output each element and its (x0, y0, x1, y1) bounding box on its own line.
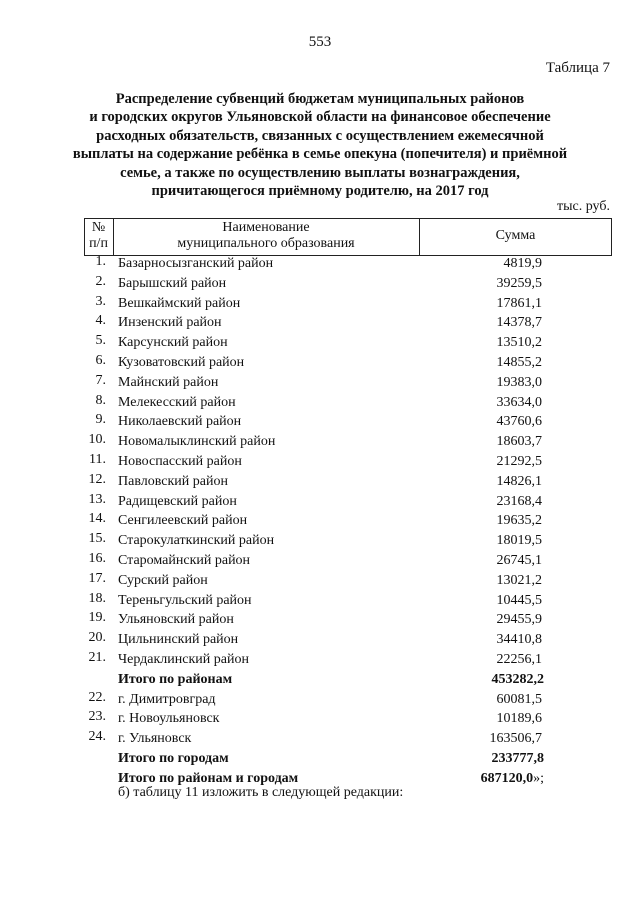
row-sum: 34410,8 (496, 632, 542, 648)
page-number: 553 (308, 34, 332, 50)
total-all-value: 687120,0 (480, 770, 534, 786)
row-sum: 39259,5 (496, 275, 542, 291)
row-sum: 43760,6 (496, 414, 542, 430)
row-sum: 22256,1 (496, 651, 542, 667)
row-num: 7. (95, 372, 106, 388)
row-name: Чердаклинский район (118, 651, 249, 667)
row-sum: 33634,0 (496, 394, 542, 410)
row-sum: 18603,7 (496, 434, 542, 450)
table-row (84, 590, 612, 613)
header-top-border (84, 218, 612, 219)
table-row (84, 550, 612, 573)
table-row (84, 335, 612, 355)
table-row (84, 414, 612, 434)
table-row (84, 513, 612, 533)
total-districts-row (84, 672, 612, 692)
table-row (84, 434, 612, 454)
row-sum: 4819,9 (503, 256, 542, 271)
table-label: Таблица 7 (545, 60, 610, 76)
row-sum: 17861,1 (496, 295, 542, 311)
row-num: 18. (88, 590, 106, 606)
table-row (84, 689, 612, 712)
row-name: Карсунский район (118, 335, 228, 351)
table-row (84, 352, 612, 375)
row-sum: 29455,9 (496, 612, 542, 628)
row-name: г. Димитровград (118, 691, 216, 707)
row-num: 20. (88, 630, 106, 646)
header-name (113, 220, 419, 252)
row-sum: 18019,5 (496, 533, 542, 549)
row-num: 16. (88, 550, 106, 566)
row-sum: 21292,5 (496, 453, 542, 469)
total-districts-label: Итого по районам (118, 671, 233, 687)
row-name: Сурский район (118, 572, 208, 588)
table-row (84, 392, 612, 415)
row-num: 3. (95, 293, 106, 309)
units-label: тыс. руб. (557, 199, 610, 214)
table-row (84, 293, 612, 316)
title-line: и городских округов Ульяновской области на финансовое обеспечение (89, 109, 551, 126)
row-name: Барышский район (118, 275, 227, 291)
row-name: Кузоватовский район (118, 354, 245, 370)
table-body (84, 256, 612, 791)
footer-text: б) таблицу 11 изложить в следующей редакции: (118, 785, 404, 800)
total-cities-sum: 233777,8 (491, 750, 544, 766)
header-name-line2: муниципального образования (177, 236, 355, 251)
row-num: 1. (95, 254, 106, 269)
table-row (84, 731, 612, 751)
title-line: расходных обязательств, связанных с осуществлением ежемесячной (96, 127, 544, 144)
row-name: Радищевский район (118, 493, 237, 509)
row-num: 14. (88, 511, 106, 527)
row-sum: 14378,7 (496, 315, 542, 331)
table-row (84, 273, 612, 296)
title-line: причитающегося приёмному родителю, на 2017 год (151, 183, 489, 200)
table-row (84, 315, 612, 335)
row-num: 4. (95, 313, 106, 329)
row-name: Майнский район (118, 374, 219, 390)
header-num (84, 220, 113, 252)
row-num: 10. (88, 432, 106, 448)
row-name: Цильнинский район (118, 632, 239, 648)
row-sum: 14855,2 (496, 354, 542, 370)
row-num: 22. (88, 689, 106, 705)
header-sum: Сумма (495, 228, 536, 243)
row-num: 24. (88, 729, 106, 745)
row-name: Сенгилеевский район (118, 513, 248, 529)
row-name: Николаевский район (118, 414, 242, 430)
row-name: Новомалыклинский район (118, 434, 276, 450)
table-row (84, 612, 612, 632)
row-sum: 14826,1 (496, 473, 542, 489)
row-num: 11. (89, 451, 106, 467)
row-sum: 23168,4 (496, 493, 542, 509)
row-num: 19. (88, 610, 106, 626)
row-sum: 13510,2 (496, 335, 542, 351)
row-sum: 163506,7 (489, 731, 542, 747)
row-num: 9. (95, 412, 106, 428)
total-districts-sum: 453282,2 (491, 671, 544, 687)
row-sum: 13021,2 (496, 572, 542, 588)
table-row (84, 451, 612, 474)
title-line: Распределение субвенций бюджетам муниципальных районов (115, 91, 525, 107)
row-num: 5. (95, 333, 106, 349)
row-name: Тереньгульский район (118, 592, 252, 608)
row-num: 21. (88, 649, 106, 665)
total-cities-row (84, 751, 612, 771)
row-sum: 19383,0 (496, 374, 542, 390)
row-num: 17. (88, 570, 106, 586)
table-row (84, 649, 612, 672)
row-sum: 10189,6 (496, 711, 542, 727)
row-sum: 19635,2 (496, 513, 542, 529)
total-cities-label: Итого по городам (118, 750, 229, 766)
row-num: 15. (88, 531, 106, 547)
row-name: г. Новоульяновск (118, 711, 220, 727)
row-sum: 26745,1 (496, 552, 542, 568)
row-name: Старомайнский район (118, 552, 251, 568)
header-name-line1: Наименование (222, 220, 310, 235)
row-name: Старокулаткинский район (118, 533, 275, 549)
table-row (84, 711, 612, 731)
row-num: 12. (88, 471, 106, 487)
row-name: г. Ульяновск (118, 731, 192, 747)
table-row (84, 471, 612, 494)
total-all-suffix: »; (533, 770, 544, 786)
header-num-line1: № (91, 220, 106, 235)
table-header (84, 218, 612, 256)
document-title (60, 90, 580, 200)
row-name: Ульяновский район (118, 612, 234, 628)
table-row (84, 491, 612, 514)
row-name: Инзенский район (118, 315, 222, 331)
row-name: Павловский район (118, 473, 228, 489)
row-sum: 10445,5 (496, 592, 542, 608)
row-name: Базарносызганский район (118, 256, 274, 271)
total-all-sum (434, 771, 544, 787)
row-num: 13. (88, 491, 106, 507)
table-row (84, 632, 612, 652)
row-num: 6. (95, 352, 106, 368)
header-num-line2: п/п (89, 236, 108, 251)
row-num: 23. (88, 709, 106, 725)
table-row (84, 533, 612, 553)
row-sum: 60081,5 (496, 691, 542, 707)
row-name: Вешкаймский район (118, 295, 241, 311)
table-row (84, 372, 612, 395)
title-line: выплаты на содержание ребёнка в семье опекуна (попечителя) и приёмной (72, 146, 568, 163)
title-line: семье, а также по осуществлению выплаты вознаграждения, (120, 164, 520, 181)
row-num: 2. (95, 273, 106, 289)
row-name: Мелекесский район (118, 394, 236, 410)
total-all-label: Итого по районам и городам (118, 770, 299, 786)
table-row (84, 256, 612, 276)
row-num: 8. (95, 392, 106, 408)
table-row (84, 570, 612, 593)
row-name: Новоспасский район (118, 453, 242, 469)
